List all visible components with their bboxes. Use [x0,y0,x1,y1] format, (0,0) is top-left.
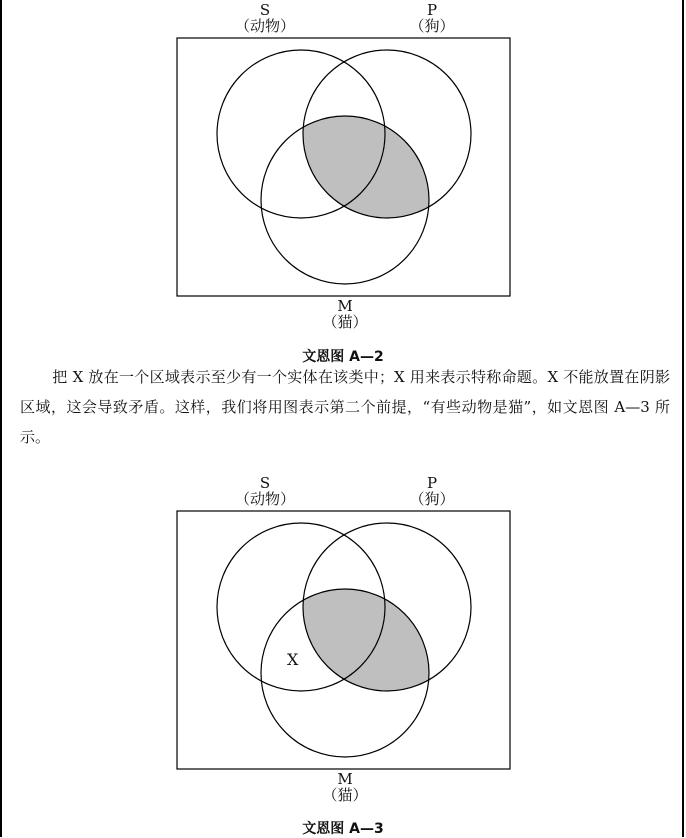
x-mark: X [287,650,299,669]
label-s-letter: S [259,1,271,19]
label-p-letter: P [426,1,438,19]
label-s-letter: S [259,474,271,492]
paragraph-text: 把 X 放在一个区域表示至少有一个实体在该类中；X 用来表示特称命题。X 不能放置在阴影区域，这会导致矛盾。这样，我们将用图表示第二个前提，“有些动物是猫”，如文恩图 A—3 所示。 [20,368,670,446]
label-p-a2 [392,2,472,34]
label-p-sub: （狗） [409,17,455,35]
label-p-letter: P [426,474,438,492]
label-s-sub: （动物） [234,17,295,35]
label-m-a3 [305,771,385,803]
label-m-sub: （猫） [322,313,368,331]
label-m-letter: M [337,297,353,315]
shaded-region-a2 [261,116,429,284]
caption-a3: 文恩图 A—3 [302,821,384,837]
venn-diagram-a3 [177,511,510,769]
label-m-letter: M [337,770,353,788]
label-p-sub: （狗） [409,490,455,508]
label-m-sub: （猫） [322,786,368,804]
venn-diagram-a2 [177,38,510,296]
shaded-region-a3 [261,589,429,757]
label-s-sub: （动物） [234,490,295,508]
caption-a2: 文恩图 A—2 [302,349,384,365]
label-m-a2 [305,298,385,330]
label-p-a3 [392,475,472,507]
label-s-a3 [225,475,305,507]
body-paragraph [20,362,670,452]
label-s-a2 [225,2,305,34]
